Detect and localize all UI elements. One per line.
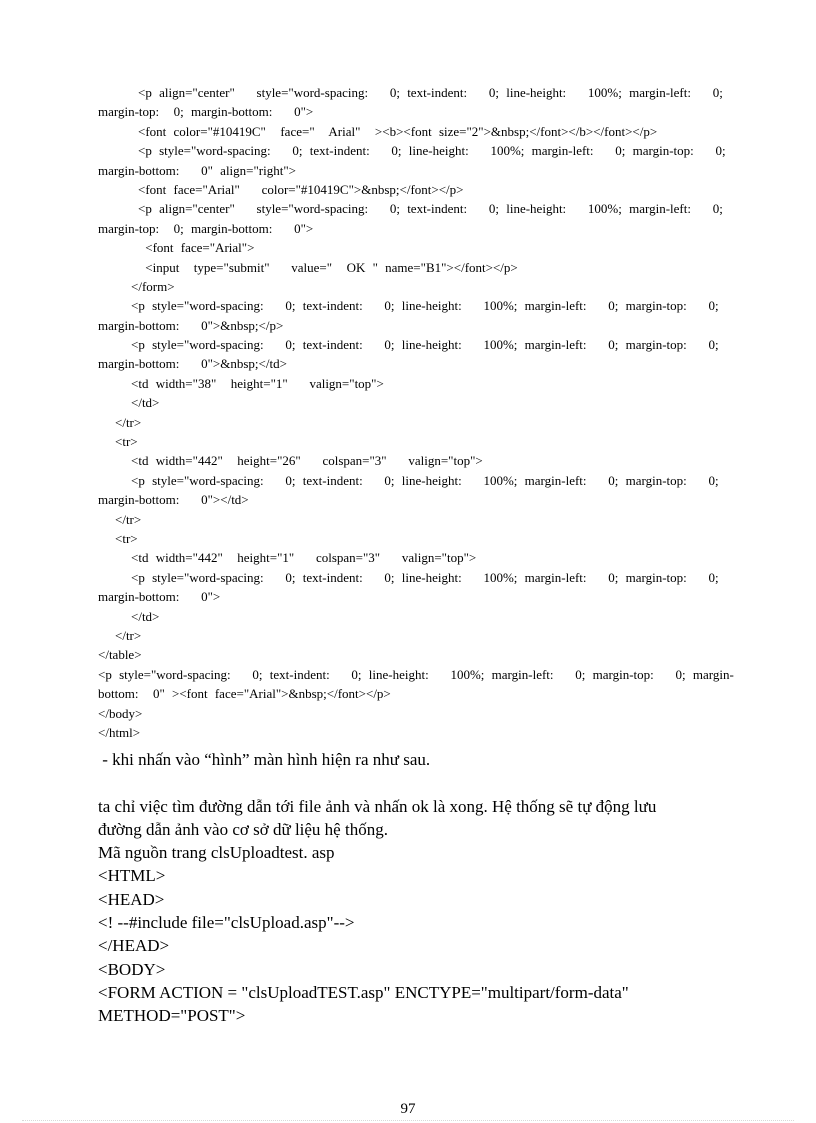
code-line: <p style="word-spacing: 0; text-indent: 0; line-height: 100%; margin-left: 0; margin-top: 0; margin- [98,666,734,682]
code-line: </td> [131,608,160,624]
code-line: <p align="center" style="word-spacing: 0; text-indent: 0; line-height: 100%; margin-left: 0; [138,201,723,217]
source-heading: Mã nguồn trang clsUploadtest. asp [98,843,335,863]
code-line: <p style="word-spacing: 0; text-indent: 0; line-height: 100%; margin-left: 0; margin-top: 0; [131,337,719,353]
code-line: </tr> [115,414,142,430]
html-code-listing [98,83,738,742]
code-line: margin-top: 0; margin-bottom: 0"> [98,104,314,120]
code-line: <HEAD> [98,889,165,909]
code-line: margin-bottom: 0">&nbsp;</p> [98,317,284,333]
code-line: <tr> [115,434,138,450]
code-line: </td> [131,395,160,411]
code-line: <FORM ACTION = "clsUploadTEST.asp" ENCTYPE="multipart/form-data" [98,982,629,1002]
code-line: <font color="#10419C" face=" Arial" ><b><font size="2">&nbsp;</font></b></font></p> [138,123,658,139]
code-line: <p align="center" style="word-spacing: 0; text-indent: 0; line-height: 100%; margin-left: 0; [138,85,723,100]
code-line: <p style="word-spacing: 0; text-indent: 0; line-height: 100%; margin-left: 0; margin-top: 0; [131,472,719,488]
code-line: <p style="word-spacing: 0; text-indent: 0; line-height: 100%; margin-left: 0; margin-top: 0; [138,143,726,159]
code-line: margin-top: 0; margin-bottom: 0"> [98,220,314,236]
code-line: <input type="submit" value=" OK " name="B1"></font></p> [138,259,518,275]
paragraph-line: ta chỉ việc tìm đường dẫn tới file ảnh và nhấn ok là xong. Hệ thống sẽ tự động lưu [98,796,657,816]
code-line: margin-bottom: 0"> [98,589,221,605]
code-line: </tr> [115,627,142,643]
body-text [98,748,738,1028]
code-line: margin-bottom: 0" align="right"> [98,162,296,178]
code-line: <font face="Arial" color="#10419C">&nbsp;</font></p> [138,181,464,197]
code-line: <BODY> [98,959,166,979]
code-line: <p style="word-spacing: 0; text-indent: 0; line-height: 100%; margin-left: 0; margin-top: 0; [131,298,719,314]
code-line: <td width="442" height="26" colspan="3" valign="top"> [131,453,483,469]
code-line: margin-bottom: 0">&nbsp;</td> [98,356,287,372]
code-line: <HTML> [98,866,166,886]
paragraph-line: - khi nhấn vào “hình” màn hình hiện ra như sau. [98,750,431,769]
code-line: <font face="Arial"> [138,240,255,256]
code-line: <p style="word-spacing: 0; text-indent: 0; line-height: 100%; margin-left: 0; margin-top: 0; [131,569,719,585]
code-line: <td width="442" height="1" colspan="3" valign="top"> [131,550,477,566]
code-line: <! --#include file="clsUpload.asp"--> [98,913,355,933]
code-line: <tr> [115,530,138,546]
code-line: </form> [131,278,175,294]
footer-divider [22,1120,794,1121]
code-line: </table> [98,647,142,663]
code-line: bottom: 0" ><font face="Arial">&nbsp;</font></p> [98,686,391,702]
code-line: margin-bottom: 0"></td> [98,492,249,508]
code-line: </HEAD> [98,936,170,956]
code-line: </html> [98,724,141,740]
code-line: <td width="38" height="1" valign="top"> [131,375,384,391]
code-line: </tr> [115,511,142,527]
code-line: METHOD="POST"> [98,1006,246,1026]
page-number: 97 [400,1101,416,1117]
paragraph-line: đường dẫn ảnh vào cơ sở dữ liệu hệ thống. [98,819,388,839]
code-line: </body> [98,705,143,721]
blank-line [98,771,738,794]
